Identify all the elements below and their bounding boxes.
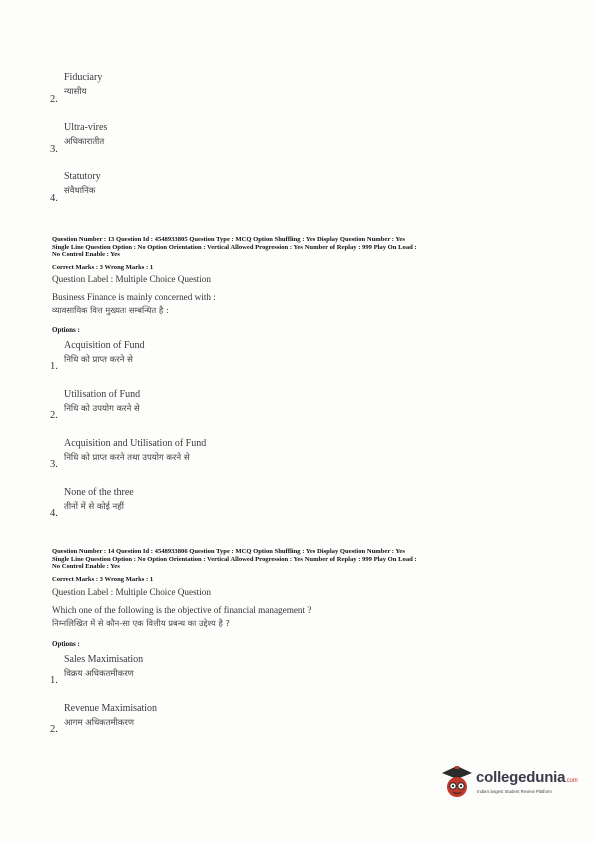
option-text-hi: तीनों में से कोई नहीं [64, 502, 124, 512]
meta-line-3: No Control Enable : Yes [52, 563, 120, 571]
option-number: 1. [50, 361, 58, 372]
meta-line-3: No Control Enable : Yes [52, 251, 120, 259]
option-text-hi: निधि को प्राप्त करने तथा उपयोग करने से [64, 453, 190, 463]
collegedunia-logo [440, 764, 578, 804]
mascot-icon [440, 764, 474, 802]
option-text-en: Fiduciary [64, 72, 103, 83]
option-text-hi: अधिकारातीत [64, 137, 105, 147]
meta-line-1: Question Number : 13 Question Id : 4548933805 Question Type : MCQ Option Shuffling : Yes Display Question Number : Yes [52, 236, 405, 243]
question-text-hi: व्यावसायिक वित्त मुख्यतः सम्बन्धित है : [52, 305, 169, 315]
option-text-hi: निधि को प्राप्त करने से [64, 355, 133, 365]
option-text-en: Ultra-vires [64, 122, 108, 133]
option-text-en: Revenue Maximisation [64, 703, 158, 714]
option-text-hi: निधि को उपयोग करने से [64, 404, 140, 414]
options-label: Options : [52, 326, 80, 334]
question-text-en: Which one of the following is the objective of financial management ? [52, 605, 312, 615]
options-label: Options : [52, 640, 80, 648]
option-text-hi: आगम अधिकतमीकरण [64, 718, 134, 728]
logo-tagline: India's largest Student Review Platform [477, 789, 552, 794]
question-meta [52, 236, 417, 259]
meta-line-2: Single Line Question Option : No Option Orientation : Vertical Allowed Progression : Yes Number of Replay : 999 Play On Load : [52, 555, 417, 563]
option-text-hi: न्यासीय [64, 87, 87, 97]
option-number: 4. [50, 193, 58, 204]
logo-wordmark [476, 769, 578, 786]
question-marks: Correct Marks : 3 Wrong Marks : 1 [52, 264, 154, 271]
option-number: 2. [50, 724, 58, 735]
logo-name: collegedunia [476, 769, 566, 786]
option-number: 2. [50, 94, 58, 105]
option-text-hi: संवैधानिक [64, 186, 96, 196]
option-text-en: Sales Maximisation [64, 654, 144, 665]
option-text-en: None of the three [64, 487, 134, 498]
option-text-hi: विक्रय अधिकतमीकरण [64, 669, 134, 679]
question-marks: Correct Marks : 3 Wrong Marks : 1 [52, 576, 154, 583]
question-text-hi: निम्नलिखित में से कौन-सा एक वित्तीय प्रबन्ध का उद्देश्य है ? [52, 618, 230, 628]
question-text-en: Business Finance is mainly concerned with : [52, 292, 216, 302]
logo-suffix: .com [565, 778, 578, 784]
option-number: 4. [50, 508, 58, 519]
option-text-en: Utilisation of Fund [64, 389, 141, 400]
option-text-en: Acquisition and Utilisation of Fund [64, 438, 207, 449]
option-number: 1. [50, 675, 58, 686]
option-text-en: Statutory [64, 171, 101, 182]
meta-line-2: Single Line Question Option : No Option Orientation : Vertical Allowed Progression : Yes Number of Replay : 999 Play On Load : [52, 243, 417, 251]
option-number: 3. [50, 459, 58, 470]
meta-line-1: Question Number : 14 Question Id : 4548933806 Question Type : MCQ Option Shuffling : Yes Display Question Number : Yes [52, 548, 405, 555]
option-number: 3. [50, 144, 58, 155]
option-text-en: Acquisition of Fund [64, 340, 145, 351]
question-meta [52, 548, 417, 571]
option-number: 2. [50, 410, 58, 421]
question-label: Question Label : Multiple Choice Question [52, 274, 211, 284]
question-label: Question Label : Multiple Choice Question [52, 587, 211, 597]
